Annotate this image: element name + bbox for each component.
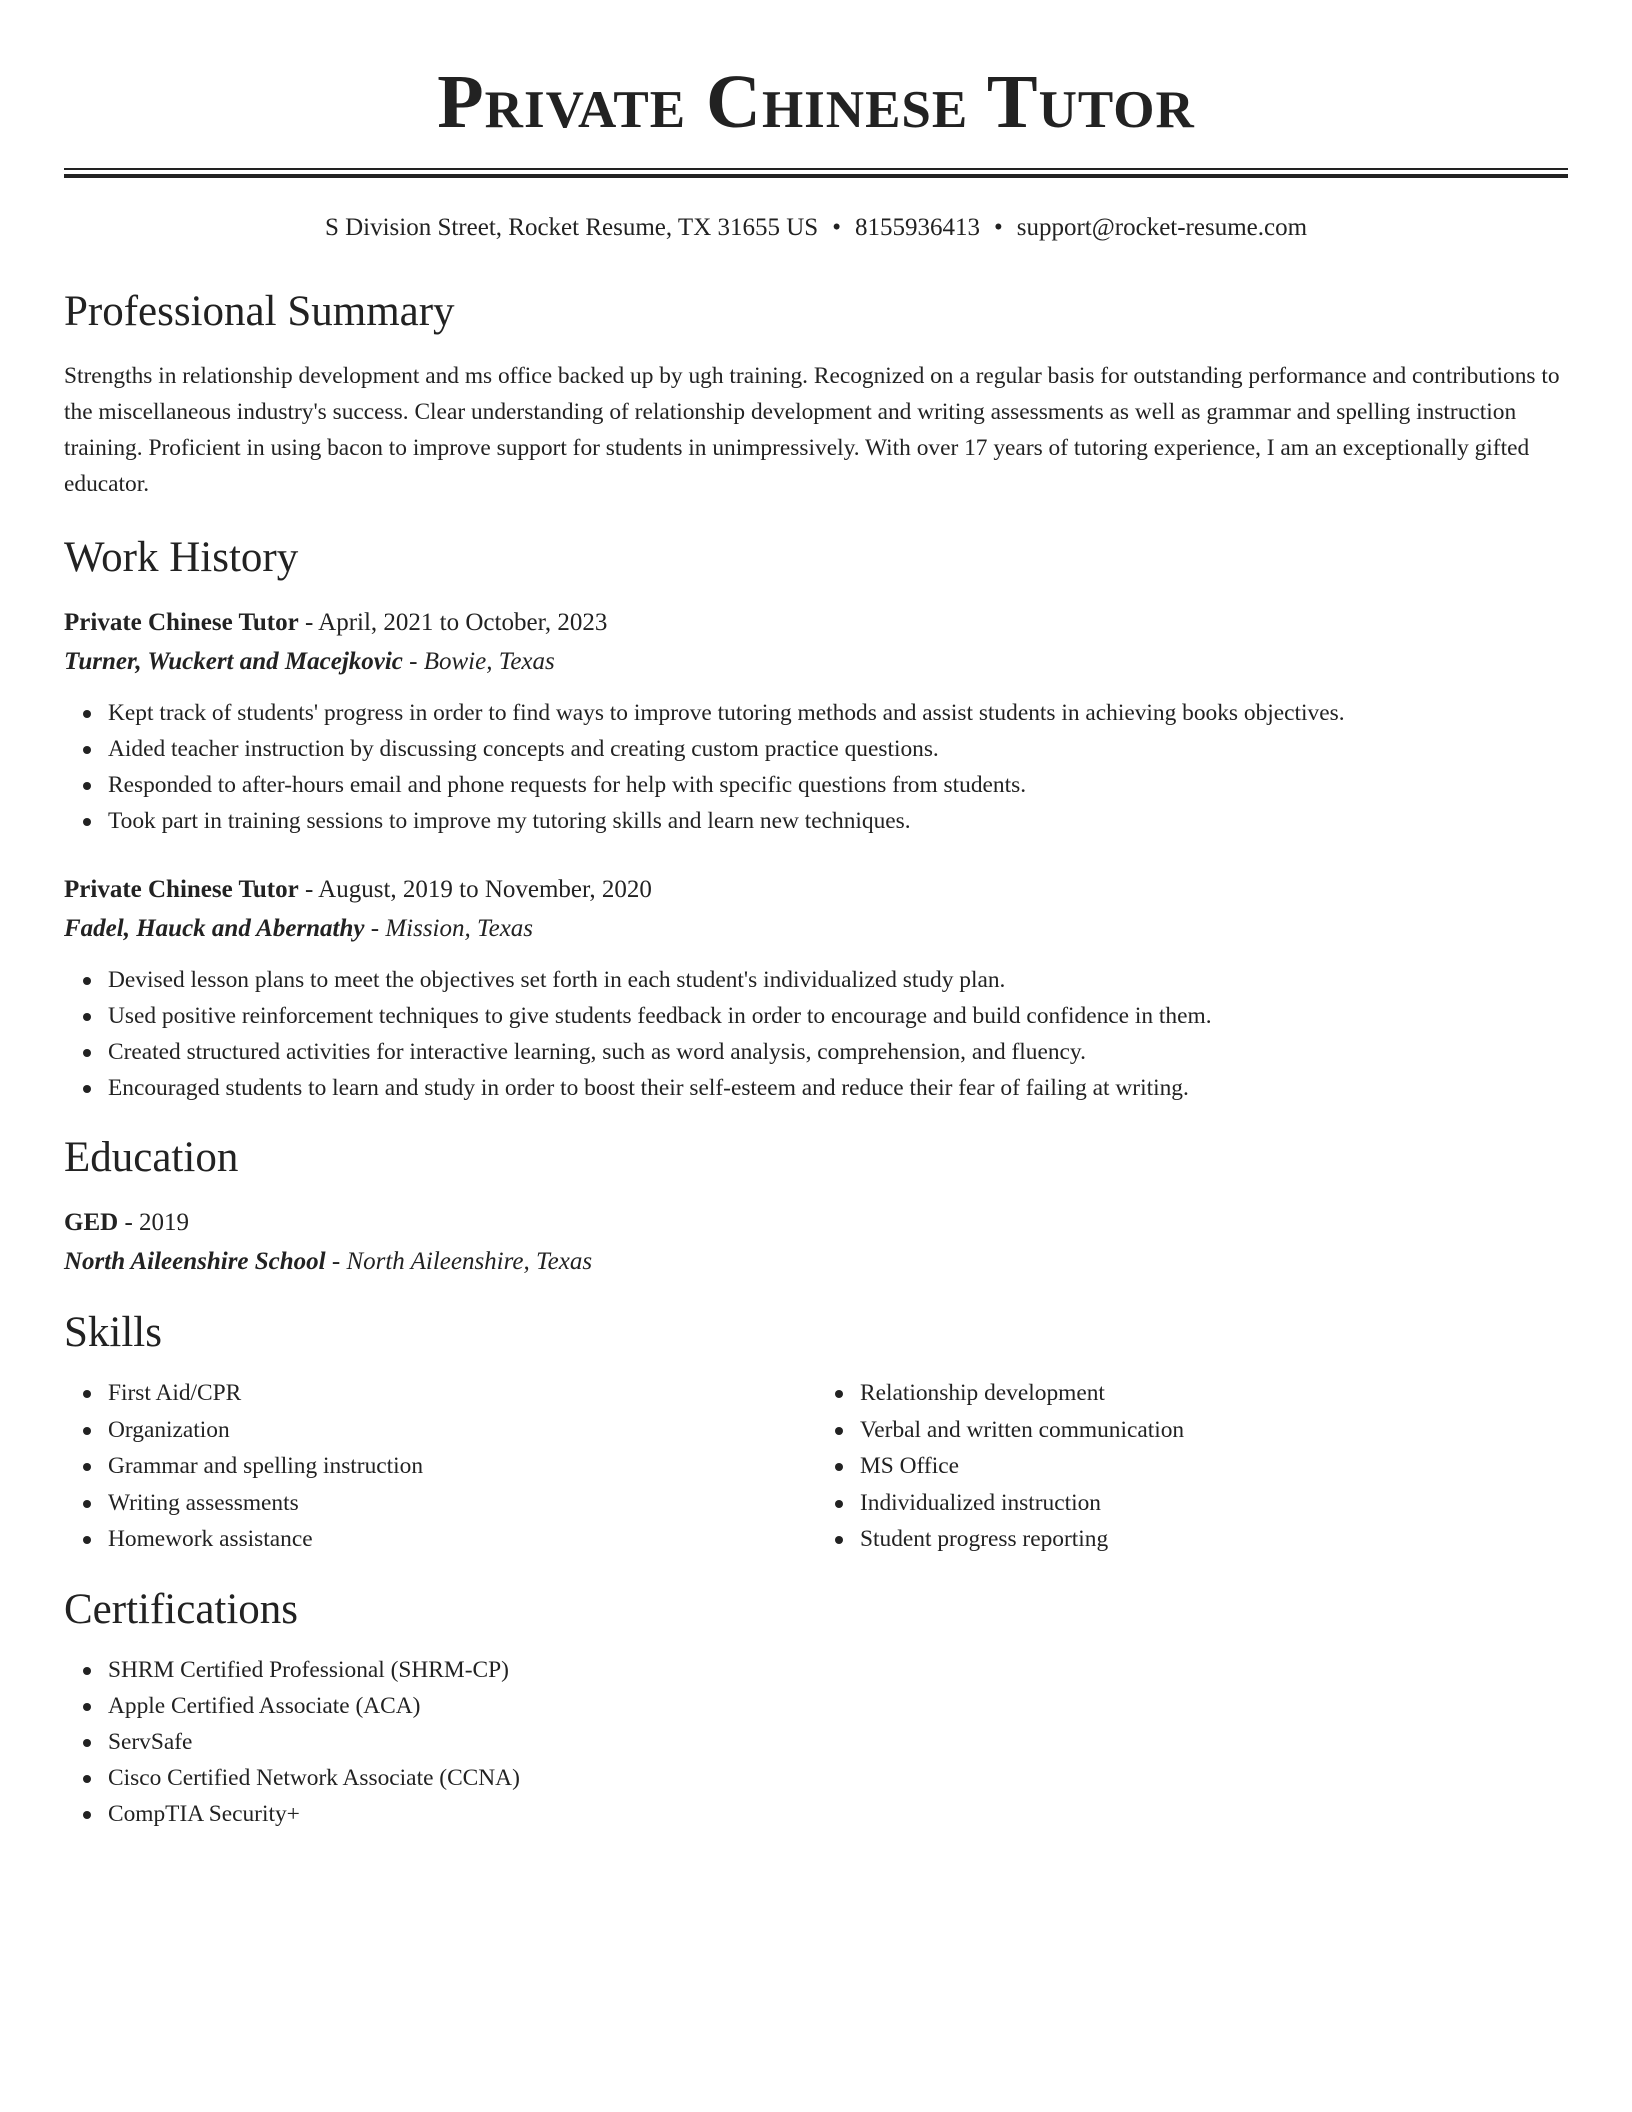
bullet-separator-icon: •	[993, 214, 1003, 241]
list-item: Aided teacher instruction by discussing concepts and creating custom practice questions.	[108, 731, 1568, 767]
list-item: Grammar and spelling instruction	[108, 1448, 816, 1485]
list-item: Created structured activities for interactive learning, such as word analysis, comprehension, and fluency.	[108, 1034, 1568, 1070]
job-entry	[64, 604, 1568, 839]
school-line	[64, 1243, 1568, 1281]
list-item: Individualized instruction	[860, 1485, 1568, 1522]
list-item: Used positive reinforcement techniques to give students feedback in order to encourage and build confidence in them.	[108, 998, 1568, 1034]
resume-title: Private Chinese Tutor	[437, 60, 1195, 144]
list-item: Organization	[108, 1412, 816, 1449]
education-entry	[64, 1204, 1568, 1281]
list-item: Took part in training sessions to improve my tutoring skills and learn new techniques.	[108, 803, 1568, 839]
list-item: Writing assessments	[108, 1485, 816, 1522]
title-divider	[64, 168, 1568, 178]
contact-phone: 8155936413	[854, 214, 980, 241]
job-bullets	[64, 962, 1568, 1106]
certifications-list	[64, 1652, 1568, 1832]
company-location: - Mission, Texas	[364, 915, 534, 942]
degree: GED	[64, 1209, 119, 1236]
skills-columns	[64, 1375, 1568, 1558]
list-item: Kept track of students' progress in order to find ways to improve tutoring methods and assist students in achieving books objectives.	[108, 695, 1568, 731]
job-title: Private Chinese Tutor	[64, 876, 299, 903]
company-line	[64, 643, 1568, 681]
list-item: SHRM Certified Professional (SHRM-CP)	[108, 1652, 1568, 1688]
degree-line	[64, 1204, 1568, 1242]
contact-line	[64, 212, 1568, 244]
list-item: Homework assistance	[108, 1521, 816, 1558]
resume-page	[64, 0, 1568, 1832]
work-history-heading: Work History	[64, 534, 299, 581]
bullet-separator-icon: •	[832, 214, 841, 241]
list-item: Relationship development	[860, 1375, 1568, 1412]
summary-text: Strengths in relationship development and ms office backed up by ugh training. Recognized on a regular basis for outstanding performance and contributions to the miscellaneous industry's success. Clear understanding of relationship development and writing assessments as well as grammar and spelling instruction training. Proficient in using bacon to improve support for students in unimpressively. With over 17 years of tutoring experience, I am an exceptionally gifted educator.	[64, 363, 1560, 497]
job-dates: - April, 2021 to October, 2023	[298, 609, 608, 636]
skills-heading: Skills	[64, 1309, 162, 1356]
job-bullets	[64, 695, 1568, 839]
skills-list-right	[816, 1375, 1568, 1558]
job-title-line	[64, 604, 1568, 642]
company-location: - Bowie, Texas	[402, 648, 555, 675]
list-item: Responded to after-hours email and phone requests for help with specific questions from students.	[108, 767, 1568, 803]
list-item: Apple Certified Associate (ACA)	[108, 1688, 1568, 1724]
list-item: First Aid/CPR	[108, 1375, 816, 1412]
summary-heading: Professional Summary	[64, 288, 455, 335]
list-item: ServSafe	[108, 1724, 1568, 1760]
contact-address: S Division Street, Rocket Resume, TX 31655 US	[324, 214, 819, 241]
list-item: Verbal and written communication	[860, 1412, 1568, 1449]
list-item: Student progress reporting	[860, 1521, 1568, 1558]
list-item: Cisco Certified Network Associate (CCNA)	[108, 1760, 1568, 1796]
company-name: Turner, Wuckert and Macejkovic	[64, 648, 403, 675]
education-heading: Education	[64, 1134, 239, 1181]
list-item: CompTIA Security+	[108, 1796, 1568, 1832]
job-title-line	[64, 871, 1568, 909]
company-line	[64, 910, 1568, 948]
list-item: Encouraged students to learn and study in order to boost their self-esteem and reduce their fear of failing at writing.	[108, 1070, 1568, 1106]
job-dates: - August, 2019 to November, 2020	[298, 876, 652, 903]
contact-email: support@rocket-resume.com	[1016, 214, 1308, 241]
school-name: North Aileenshire School	[64, 1248, 326, 1275]
list-item: MS Office	[860, 1448, 1568, 1485]
degree-year: - 2019	[118, 1209, 190, 1236]
certifications-heading: Certifications	[64, 1585, 299, 1633]
job-entry	[64, 871, 1568, 1106]
list-item: Devised lesson plans to meet the objectives set forth in each student's individualized study plan.	[108, 962, 1568, 998]
school-location: - North Aileenshire, Texas	[325, 1248, 593, 1275]
company-name: Fadel, Hauck and Abernathy	[64, 915, 365, 942]
job-title: Private Chinese Tutor	[64, 609, 299, 636]
skills-list-left	[64, 1375, 816, 1558]
